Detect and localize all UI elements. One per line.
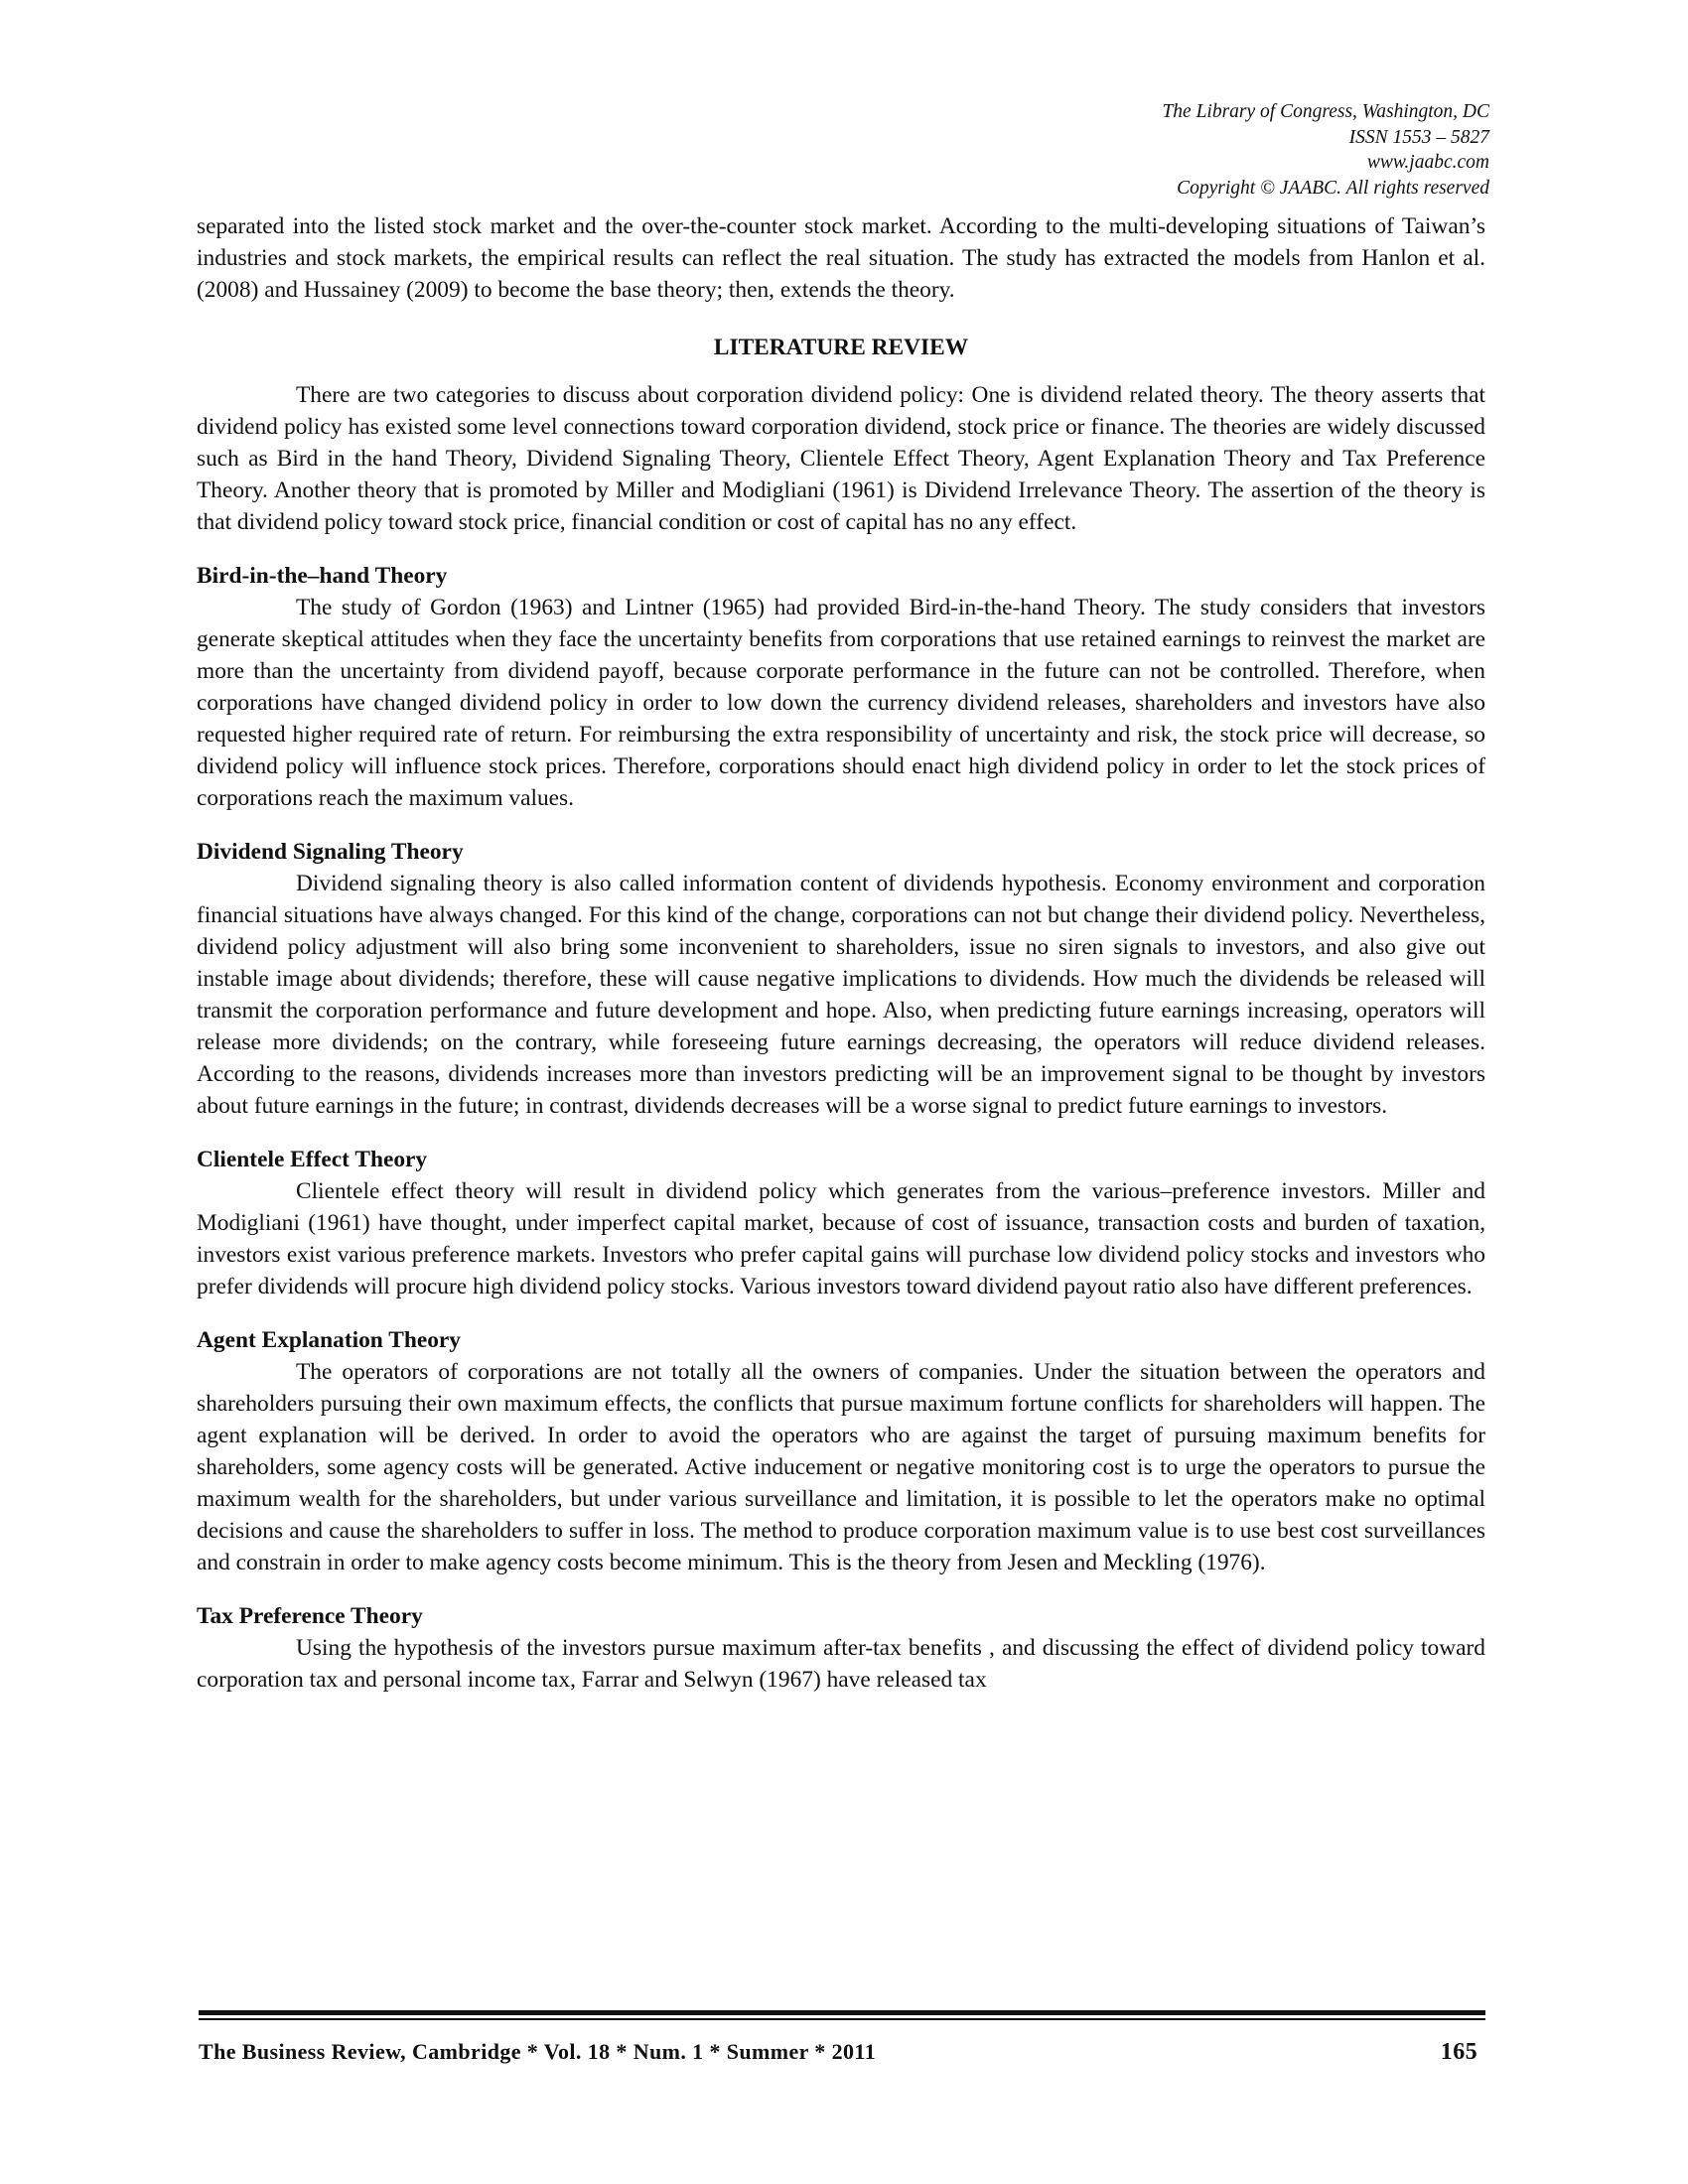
footer-divider: [199, 2010, 1485, 2020]
intro-paragraph: separated into the listed stock market and the over-the-counter stock market. According to the multi-developing situations of Taiwan’s industries and stock markets, the empirical results can reflect the real situation. The study has extracted the models from Hanlon et al. (2008) and Hussainey (2009) to become the base theory; then, extends the theory.: [197, 213, 1485, 303]
subheading-bird-in-the-hand: Bird-in-the–hand Theory: [197, 563, 448, 589]
footer-rule-thick: [199, 2010, 1485, 2015]
header-website: www.jaabc.com: [1366, 152, 1489, 173]
page-number: 165: [1440, 2039, 1477, 2065]
page-footer: [199, 2039, 1477, 2066]
footer-journal-info: The Business Review, Cambridge * Vol. 18 * Num. 1 * Summer * 2011: [199, 2039, 876, 2064]
subheading-clientele-effect: Clientele Effect Theory: [197, 1147, 428, 1172]
header-copyright: Copyright © JAABC. All rights reserved: [1177, 177, 1489, 199]
subheading-dividend-signaling: Dividend Signaling Theory: [197, 839, 464, 865]
header-issn: ISSN 1553 – 5827: [1348, 126, 1489, 148]
subheading-agent-explanation: Agent Explanation Theory: [197, 1327, 461, 1353]
subheading-tax-preference: Tax Preference Theory: [197, 1603, 423, 1629]
footer-rule-thin: [199, 2018, 1485, 2020]
journal-header: [1162, 99, 1489, 201]
section-title-literature-review: LITERATURE REVIEW: [713, 335, 969, 360]
article-body: [197, 210, 1485, 1696]
paragraph-bird-in-the-hand: The study of Gordon (1963) and Lintner (1965) had provided Bird-in-the-hand Theory. The study considers that investors generate skeptical attitudes when they face the uncertainty benefits from corporations that use retained earnings to reinvest the market are more than the uncertainty from dividend payoff, because corporate performance in the future can not be controlled. Therefore, when corporations have changed dividend policy in order to low down the currency dividend releases, shareholders and investors have also requested higher required rate of return. For reimbursing the extra responsibility of uncertainty and risk, the stock price will decrease, so dividend policy will influence stock prices. Therefore, corporations should enact high dividend policy in order to let the stock prices of corporations reach the maximum values.: [197, 595, 1485, 811]
paragraph-dividend-signaling: Dividend signaling theory is also called information content of dividends hypothesis. Economy environment and corporation financial situations have always changed. For this kind of the change, corporations can not but change their dividend policy. Nevertheless, dividend policy adjustment will also bring some inconvenient to shareholders, issue no siren signals to investors, and also give out instable image about dividends; therefore, these will cause negative implications to dividends. How much the dividends be released will transmit the corporation performance and future development and hope. Also, when predicting future earnings increasing, operators will release more dividends; on the contrary, while foreseeing future earnings decreasing, the operators will reduce dividend releases. According to the reasons, dividends increases more than investors predicting will be an improvement signal to be thought by investors about future earnings in the future; in contrast, dividends decreases will be a worse signal to predict future earnings to investors.: [197, 871, 1485, 1119]
paragraph-clientele-effect: Clientele effect theory will result in dividend policy which generates from the various–preference investors. Miller and Modigliani (1961) have thought, under imperfect capital market, because of cost of issuance, transaction costs and burden of taxation, investors exist various preference markets. Investors who prefer capital gains will purchase low dividend policy stocks and investors who prefer dividends will procure high dividend policy stocks. Various investors toward dividend payout ratio also have different preferences.: [197, 1178, 1485, 1299]
header-library: The Library of Congress, Washington, DC: [1162, 101, 1489, 122]
paragraph-tax-preference: Using the hypothesis of the investors pursue maximum after-tax benefits , and discussing the effect of dividend policy toward corporation tax and personal income tax, Farrar and Selwyn (1967) have released tax: [197, 1635, 1485, 1693]
paragraph-agent-explanation: The operators of corporations are not totally all the owners of companies. Under the situation between the operators and shareholders pursuing their own maximum effects, the conflicts that pursue maximum fortune conflicts for shareholders will happen. The agent explanation will be derived. In order to avoid the operators who are against the target of pursuing maximum benefits for shareholders, some agency costs will be generated. Active inducement or negative monitoring cost is to urge the operators to pursue the maximum wealth for the shareholders, but under various surveillance and limitation, it is possible to let the operators make no optimal decisions and cause the shareholders to suffer in loss. The method to produce corporation maximum value is to use best cost surveillances and constrain in order to make agency costs become minimum. This is the theory from Jesen and Meckling (1976).: [197, 1359, 1485, 1575]
literature-review-paragraph: There are two categories to discuss about corporation dividend policy: One is dividend related theory. The theory asserts that dividend policy has existed some level connections toward corporation dividend, stock price or finance. The theories are widely discussed such as Bird in the hand Theory, Dividend Signaling Theory, Clientele Effect Theory, Agent Explanation Theory and Tax Preference Theory. Another theory that is promoted by Miller and Modigliani (1961) is Dividend Irrelevance Theory. The assertion of the theory is that dividend policy toward stock price, financial condition or cost of capital has no any effect.: [197, 382, 1485, 535]
